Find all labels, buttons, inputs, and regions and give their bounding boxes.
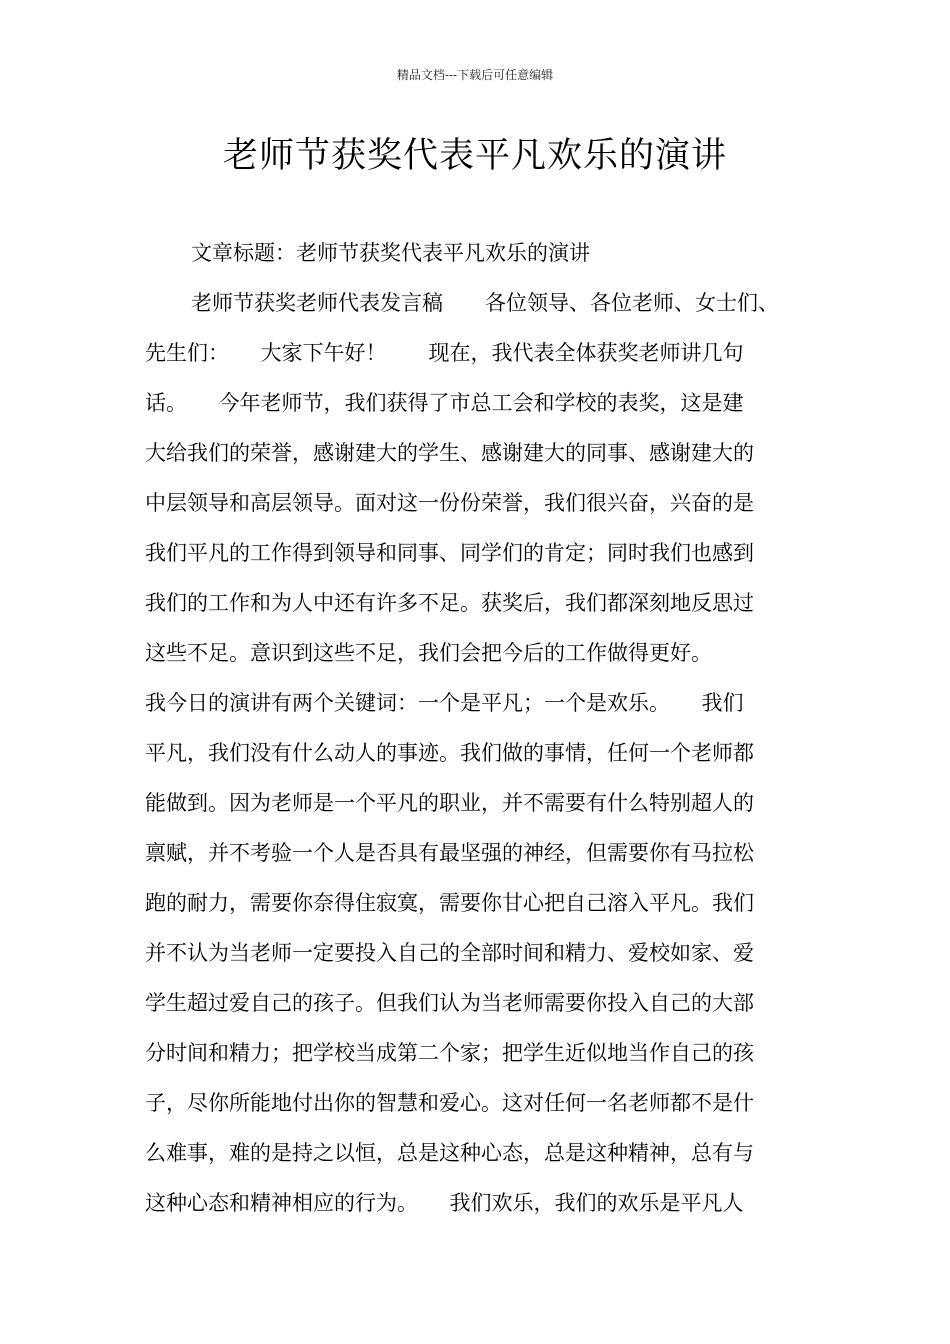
header-note: 精品文档---下载后可任意编辑 bbox=[396, 68, 554, 82]
body-line: 子，尽你所能地付出你的智慧和爱心。这对任何一名老师都不是什 bbox=[145, 1091, 754, 1115]
body-line: 中层领导和高层领导。面对这一份份荣誉，我们很兴奋，兴奋的是 bbox=[145, 491, 754, 515]
body-line: 我们平凡的工作得到领导和同事、同学们的肯定；同时我们也感到 bbox=[145, 541, 754, 565]
body-line: 这些不足。意识到这些不足，我们会把今后的工作做得更好。 bbox=[145, 641, 712, 665]
body-line: 跑的耐力，需要你奈得住寂寞，需要你甘心把自己溶入平凡。我们 bbox=[145, 891, 754, 915]
body-line: 我今日的演讲有两个关键词：一个是平凡；一个是欢乐。 我们 bbox=[145, 691, 744, 715]
body-line: 话。 今年老师节，我们获得了市总工会和学校的表奖，这是建 bbox=[145, 391, 744, 415]
body-text bbox=[145, 228, 807, 1228]
body-line: 分时间和精力；把学校当成第二个家；把学生近似地当作自己的孩 bbox=[145, 1041, 754, 1065]
body-line: 禀赋，并不考验一个人是否具有最坚强的神经，但需要你有马拉松 bbox=[145, 841, 754, 865]
body-line: 文章标题：老师节获奖代表平凡欢乐的演讲 bbox=[191, 241, 590, 265]
body-line: 能做到。因为老师是一个平凡的职业，并不需要有什么特别超人的 bbox=[145, 791, 754, 815]
body-line: 老师节获奖老师代表发言稿 各位领导、各位老师、女士们、 bbox=[191, 291, 779, 315]
body-line: 么难事，难的是持之以恒，总是这种心态，总是这种精神，总有与 bbox=[145, 1141, 754, 1165]
body-line: 这种心态和精神相应的行为。 我们欢乐，我们的欢乐是平凡人 bbox=[145, 1191, 744, 1215]
body-line: 先生们： 大家下午好！ 现在，我代表全体获奖老师讲几句 bbox=[145, 341, 744, 365]
page-title: 老师节获奖代表平凡欢乐的演讲 bbox=[222, 136, 727, 176]
body-line: 并不认为当老师一定要投入自己的全部时间和精力、爱校如家、爱 bbox=[145, 941, 754, 965]
body-line: 学生超过爱自己的孩子。但我们认为当老师需要你投入自己的大部 bbox=[145, 991, 754, 1015]
body-line: 平凡，我们没有什么动人的事迹。我们做的事情，任何一个老师都 bbox=[145, 741, 754, 765]
body-line: 大给我们的荣誉，感谢建大的学生、感谢建大的同事、感谢建大的 bbox=[145, 441, 754, 465]
body-line: 我们的工作和为人中还有许多不足。获奖后，我们都深刻地反思过 bbox=[145, 591, 754, 615]
